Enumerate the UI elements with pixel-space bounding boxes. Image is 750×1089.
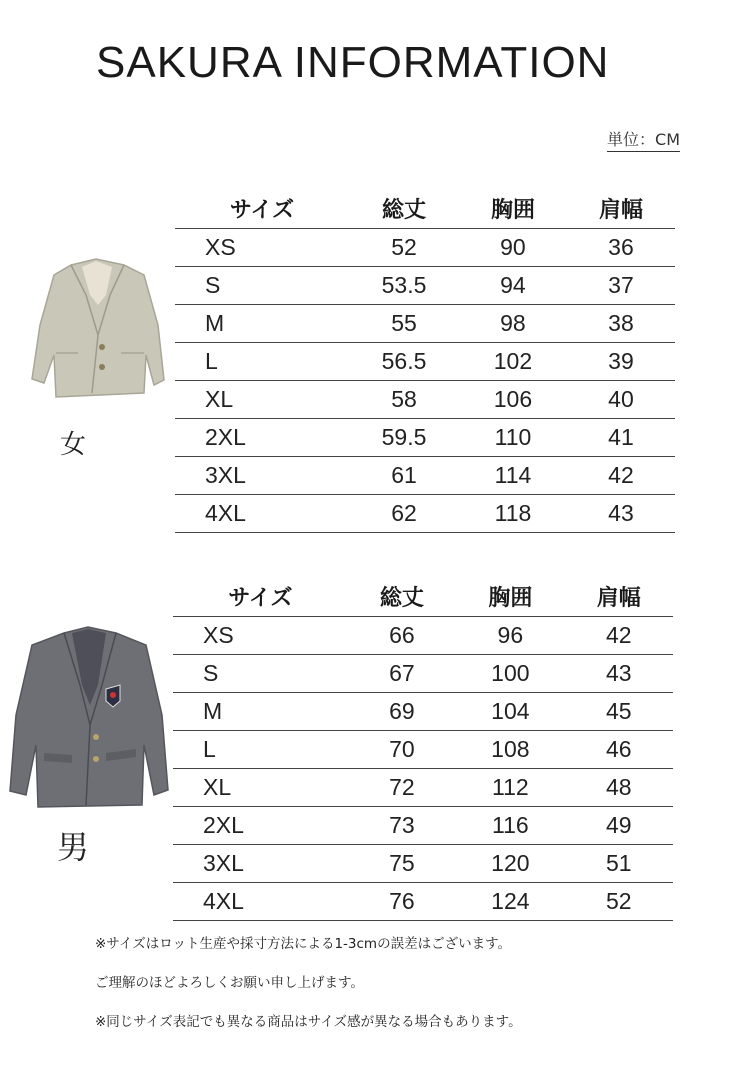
- length-cell: 61: [349, 457, 459, 495]
- table-header-row: [173, 576, 673, 617]
- header-shoulder: 肩幅: [598, 197, 643, 223]
- chest-cell: 118: [459, 495, 567, 533]
- chest-cell: 124: [456, 883, 564, 921]
- length-cell: 69: [348, 693, 456, 731]
- table-row: [175, 419, 675, 457]
- length-cell: 66: [348, 617, 456, 655]
- table-header-row: [175, 188, 675, 229]
- table-row: [173, 731, 673, 769]
- notes-section: [95, 937, 522, 1054]
- shoulder-cell: 40: [567, 381, 675, 419]
- size-cell: L: [173, 731, 348, 769]
- shoulder-cell: 51: [565, 845, 673, 883]
- chest-cell: 110: [459, 419, 567, 457]
- header-chest: 胸囲: [488, 585, 533, 611]
- table-row: [175, 267, 675, 305]
- shoulder-cell: 48: [565, 769, 673, 807]
- header-length: 総丈: [379, 585, 424, 611]
- women-size-table: [175, 188, 675, 533]
- length-cell: 53.5: [349, 267, 459, 305]
- chest-cell: 96: [456, 617, 564, 655]
- chest-cell: 116: [456, 807, 564, 845]
- shoulder-cell: 52: [565, 883, 673, 921]
- note-tolerance: ※サイズはロット生産や採寸方法による1-3cmの誤差はございます。: [95, 936, 512, 952]
- chest-cell: 120: [456, 845, 564, 883]
- table-row: [173, 617, 673, 655]
- header-length: 総丈: [382, 197, 427, 223]
- size-cell: XL: [175, 381, 349, 419]
- table-row: [173, 845, 673, 883]
- length-cell: 75: [348, 845, 456, 883]
- women-jacket-image: [26, 255, 171, 405]
- shoulder-cell: 49: [565, 807, 673, 845]
- length-cell: 56.5: [349, 343, 459, 381]
- length-cell: 73: [348, 807, 456, 845]
- men-jacket-image: [6, 625, 171, 810]
- chest-cell: 94: [459, 267, 567, 305]
- size-cell: 2XL: [175, 419, 349, 457]
- table-row: [173, 655, 673, 693]
- shoulder-cell: 42: [567, 457, 675, 495]
- length-cell: 62: [349, 495, 459, 533]
- size-cell: S: [173, 655, 348, 693]
- table-row: [175, 381, 675, 419]
- size-cell: XS: [173, 617, 348, 655]
- length-cell: 70: [348, 731, 456, 769]
- size-cell: M: [173, 693, 348, 731]
- header-shoulder: 肩幅: [596, 585, 641, 611]
- shoulder-cell: 43: [565, 655, 673, 693]
- chest-cell: 108: [456, 731, 564, 769]
- table-row: [173, 769, 673, 807]
- table-row: [173, 883, 673, 921]
- men-label: 男: [57, 828, 90, 866]
- women-label: 女: [60, 430, 87, 460]
- table-row: [175, 495, 675, 533]
- header-chest: 胸囲: [490, 197, 535, 223]
- size-cell: 4XL: [175, 495, 349, 533]
- size-cell: 3XL: [173, 845, 348, 883]
- size-cell: M: [175, 305, 349, 343]
- length-cell: 76: [348, 883, 456, 921]
- table-row: [175, 305, 675, 343]
- shoulder-cell: 45: [565, 693, 673, 731]
- chest-cell: 100: [456, 655, 564, 693]
- shoulder-cell: 39: [567, 343, 675, 381]
- length-cell: 58: [349, 381, 459, 419]
- size-cell: 3XL: [175, 457, 349, 495]
- page-title: SAKURA INFORMATION: [96, 38, 610, 87]
- size-cell: XL: [173, 769, 348, 807]
- shoulder-cell: 38: [567, 305, 675, 343]
- note-understanding: ご理解のほどよろしくお願い申し上げます。: [95, 975, 364, 991]
- shoulder-cell: 46: [565, 731, 673, 769]
- size-cell: 2XL: [173, 807, 348, 845]
- length-cell: 72: [348, 769, 456, 807]
- length-cell: 55: [349, 305, 459, 343]
- note-size-variance: ※同じサイズ表記でも異なる商品はサイズ感が異なる場合もあります。: [95, 1014, 522, 1030]
- table-row: [175, 343, 675, 381]
- table-row: [173, 807, 673, 845]
- chest-cell: 102: [459, 343, 567, 381]
- men-size-table: [173, 576, 673, 921]
- table-row: [175, 229, 675, 267]
- shoulder-cell: 36: [567, 229, 675, 267]
- chest-cell: 106: [459, 381, 567, 419]
- shoulder-cell: 43: [567, 495, 675, 533]
- shoulder-cell: 42: [565, 617, 673, 655]
- chest-cell: 90: [459, 229, 567, 267]
- size-cell: 4XL: [173, 883, 348, 921]
- size-cell: XS: [175, 229, 349, 267]
- shoulder-cell: 41: [567, 419, 675, 457]
- header-size: サイズ: [228, 585, 293, 611]
- table-row: [173, 693, 673, 731]
- length-cell: 67: [348, 655, 456, 693]
- chest-cell: 98: [459, 305, 567, 343]
- header-size: サイズ: [229, 197, 295, 223]
- unit-label: 単位：CM: [607, 127, 680, 152]
- chest-cell: 112: [456, 769, 564, 807]
- chest-cell: 104: [456, 693, 564, 731]
- size-cell: S: [175, 267, 349, 305]
- chest-cell: 114: [459, 457, 567, 495]
- length-cell: 52: [349, 229, 459, 267]
- length-cell: 59.5: [349, 419, 459, 457]
- table-row: [175, 457, 675, 495]
- shoulder-cell: 37: [567, 267, 675, 305]
- size-cell: L: [175, 343, 349, 381]
